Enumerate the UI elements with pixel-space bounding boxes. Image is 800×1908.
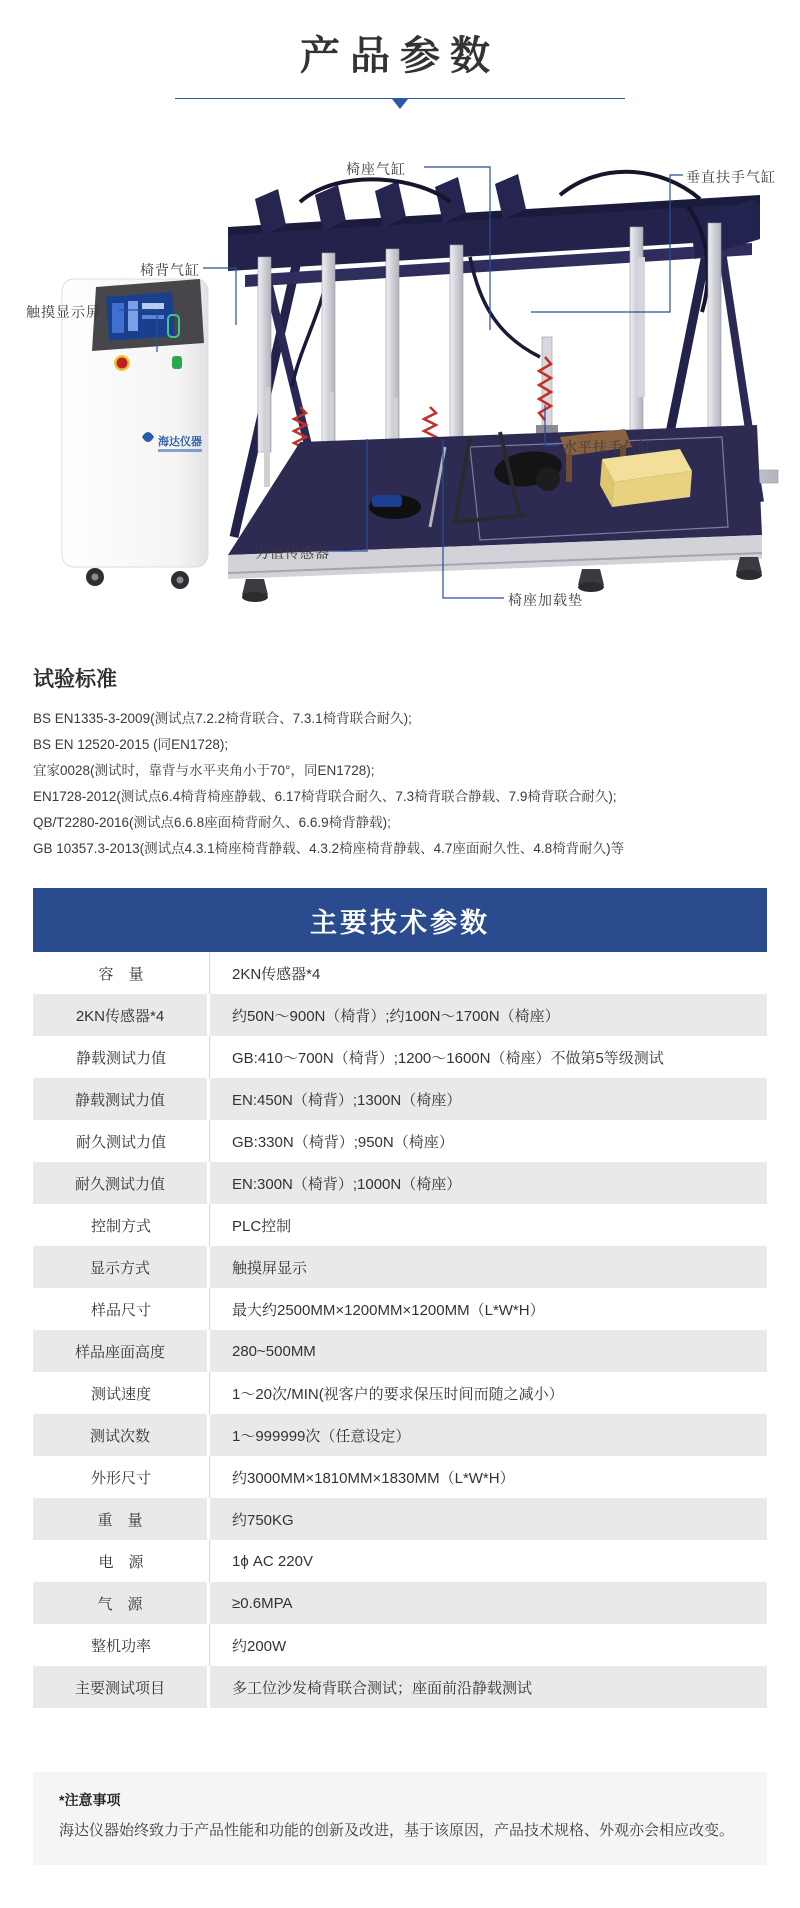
spec-value: 280~500MM xyxy=(232,1342,316,1360)
spec-row xyxy=(33,1246,767,1288)
spec-value: 约200W xyxy=(232,1637,287,1655)
start-button xyxy=(172,356,182,369)
spec-label: 电 源 xyxy=(33,1540,210,1582)
spec-row xyxy=(33,952,767,994)
machine-illustration xyxy=(0,107,800,639)
spec-label: 样品尺寸 xyxy=(33,1288,210,1330)
spec-table xyxy=(33,952,767,1708)
spec-value: 2KN传感器*4 xyxy=(232,965,321,983)
spec-value: 1～20次/MIN(视客户的要求保压时间而随之减小） xyxy=(232,1385,564,1403)
callout-label-vertical-armrest-cylinder: 垂直扶手气缸 xyxy=(686,169,776,185)
standard-line: GB 10357.3-2013(测试点4.3.1椅座椅背静载、4.3.2椅座椅背静载、4.7座面耐久性、4.8椅背耐久)等 xyxy=(33,841,625,856)
spec-row xyxy=(33,1120,767,1162)
spec-label: 控制方式 xyxy=(33,1204,210,1246)
spec-label: 显示方式 xyxy=(33,1246,210,1288)
spec-value: PLC控制 xyxy=(232,1217,292,1235)
brand-logo-text: 海达仪器 xyxy=(158,436,202,448)
spec-value: 多工位沙发椅背联合测试；座面前沿静载测试 xyxy=(232,1679,533,1697)
spec-row xyxy=(33,1582,767,1624)
emergency-stop-button xyxy=(117,358,128,369)
standard-line: BS EN1335-3-2009(测试点7.2.2椅背联合、7.3.1椅背联合耐久); xyxy=(33,711,412,726)
spec-label: 外形尺寸 xyxy=(33,1456,210,1498)
spec-value: 1～999999次（任意设定） xyxy=(232,1427,411,1445)
spec-label: 静载测试力值 xyxy=(33,1078,210,1120)
spec-value: 约3000MM×1810MM×1830MM（L*W*H） xyxy=(232,1469,515,1487)
spec-value: EN:300N（椅背）;1000N（椅座） xyxy=(232,1175,462,1193)
spec-value: 1ϕ AC 220V xyxy=(232,1552,313,1570)
notice-title: *注意事项 xyxy=(59,1792,121,1808)
spec-row xyxy=(33,1666,767,1708)
machine-frame xyxy=(228,172,778,602)
spec-value: 约750KG xyxy=(232,1511,294,1529)
spec-row xyxy=(33,994,767,1036)
platform xyxy=(228,425,762,602)
test-standards-heading: 试验标准 xyxy=(33,668,117,691)
spec-value: ≥0.6MPA xyxy=(232,1594,293,1612)
page-title: 产品参数 xyxy=(300,34,500,78)
callout-label-force-sensor: 力值传感器 xyxy=(255,545,330,561)
spec-value: 最大约2500MM×1200MM×1200MM（L*W*H） xyxy=(232,1301,545,1319)
spec-row xyxy=(33,1330,767,1372)
spec-label: 2KN传感器*4 xyxy=(33,994,210,1036)
spec-label: 测试速度 xyxy=(33,1372,210,1414)
spec-label: 容 量 xyxy=(33,952,210,994)
title-block xyxy=(0,0,800,99)
spec-label: 主要测试项目 xyxy=(33,1666,210,1708)
callout-label-touch-screen: 触摸显示屏 xyxy=(26,304,101,320)
callout-label-seat-cylinder: 椅座气缸 xyxy=(346,161,406,177)
spec-value: EN:450N（椅背）;1300N（椅座） xyxy=(232,1091,462,1109)
spec-value: 约50N～900N（椅背）;约100N～1700N（椅座） xyxy=(232,1007,560,1025)
callout-label-backrest-cylinder: 椅背气缸 xyxy=(140,262,200,278)
spec-row xyxy=(33,1414,767,1456)
spec-label: 样品座面高度 xyxy=(33,1330,210,1372)
spec-value: GB:330N（椅背）;950N（椅座） xyxy=(232,1133,454,1151)
spec-row xyxy=(33,1036,767,1078)
spec-row xyxy=(33,1456,767,1498)
standard-line: QB/T2280-2016(测试点6.6.8座面椅背耐久、6.6.9椅背静载); xyxy=(33,815,391,830)
spec-label: 气 源 xyxy=(33,1582,210,1624)
title-divider xyxy=(175,98,625,99)
spec-label: 耐久测试力值 xyxy=(33,1162,210,1204)
spec-row xyxy=(33,1162,767,1204)
spec-row xyxy=(33,1078,767,1120)
notice-box xyxy=(33,1772,767,1865)
spec-row xyxy=(33,1372,767,1414)
spec-label: 测试次数 xyxy=(33,1414,210,1456)
standard-line: EN1728-2012(测试点6.4椅背椅座静载、6.17椅背联合耐久、7.3椅背联合静载、7.9椅背联合耐久); xyxy=(33,789,617,804)
spec-row xyxy=(33,1498,767,1540)
spec-value: GB:410～700N（椅背）;1200～1600N（椅座）不做第5等级测试 xyxy=(232,1049,664,1067)
callout-label-seat-loading-pad: 椅座加载垫 xyxy=(508,592,583,608)
notice-body: 海达仪器始终致力于产品性能和功能的创新及改进，基于该原因，产品技术规格、外观亦会相应改变。 xyxy=(59,1822,735,1839)
standard-line: BS EN 12520-2015 (同EN1728); xyxy=(33,737,229,752)
spec-label: 耐久测试力值 xyxy=(33,1120,210,1162)
spec-row xyxy=(33,1624,767,1666)
touch-screen-panel xyxy=(92,279,204,351)
callout-label-horizontal-armrest-cylinder: 水平扶手气缸 xyxy=(563,439,653,455)
spec-row xyxy=(33,1540,767,1582)
spec-label: 整机功率 xyxy=(33,1624,210,1666)
standard-line: 宜家0028(测试时，靠背与水平夹角小于70°，同EN1728); xyxy=(33,763,375,778)
control-cabinet xyxy=(62,279,208,589)
spec-row xyxy=(33,1204,767,1246)
spec-value: 触摸屏显示 xyxy=(232,1259,308,1277)
foam-block xyxy=(600,449,692,507)
spec-label: 静载测试力值 xyxy=(33,1036,210,1078)
spec-row xyxy=(33,1288,767,1330)
spec-table-banner: 主要技术参数 xyxy=(33,888,767,952)
spec-label: 重 量 xyxy=(33,1498,210,1540)
test-standards-section xyxy=(33,663,767,862)
machine-figure xyxy=(0,107,800,639)
